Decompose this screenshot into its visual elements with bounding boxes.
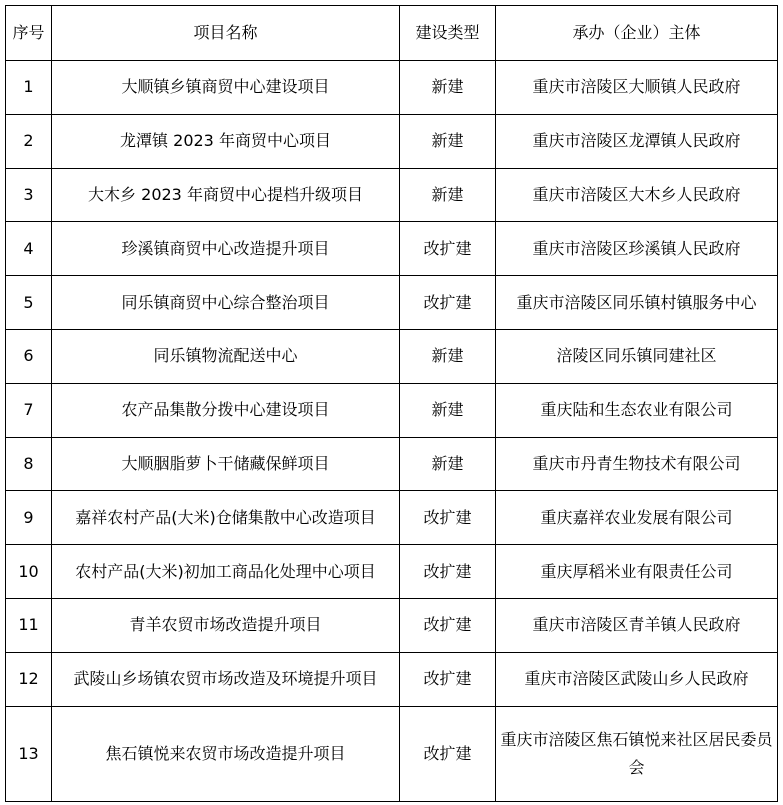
cell-type: 改扩建 [400, 706, 496, 801]
cell-name: 大顺镇乡镇商贸中心建设项目 [52, 61, 400, 115]
cell-owner: 重庆市涪陵区大顺镇人民政府 [496, 61, 778, 115]
cell-name: 龙潭镇 2023 年商贸中心项目 [52, 114, 400, 168]
table-row [6, 61, 778, 115]
cell-name: 农村产品(大米)初加工商品化处理中心项目 [52, 545, 400, 599]
cell-no: 12 [6, 652, 52, 706]
cell-type: 新建 [400, 168, 496, 222]
header-no: 序号 [6, 6, 52, 61]
cell-type: 改扩建 [400, 545, 496, 599]
cell-owner: 重庆市涪陵区青羊镇人民政府 [496, 598, 778, 652]
cell-no: 9 [6, 491, 52, 545]
cell-no: 13 [6, 706, 52, 801]
cell-type: 新建 [400, 114, 496, 168]
cell-no: 5 [6, 276, 52, 330]
cell-no: 3 [6, 168, 52, 222]
cell-name: 武陵山乡场镇农贸市场改造及环境提升项目 [52, 652, 400, 706]
cell-owner: 重庆市涪陵区珍溪镇人民政府 [496, 222, 778, 276]
cell-owner: 重庆市涪陵区武陵山乡人民政府 [496, 652, 778, 706]
project-table [5, 5, 778, 802]
cell-name: 青羊农贸市场改造提升项目 [52, 598, 400, 652]
table-row [6, 706, 778, 801]
cell-owner: 重庆陆和生态农业有限公司 [496, 383, 778, 437]
cell-type: 新建 [400, 61, 496, 115]
table-row [6, 276, 778, 330]
table-row [6, 545, 778, 599]
table-row [6, 491, 778, 545]
table-row [6, 652, 778, 706]
cell-name: 嘉祥农村产品(大米)仓储集散中心改造项目 [52, 491, 400, 545]
cell-type: 改扩建 [400, 598, 496, 652]
cell-no: 1 [6, 61, 52, 115]
cell-type: 改扩建 [400, 652, 496, 706]
cell-owner: 重庆市涪陵区同乐镇村镇服务中心 [496, 276, 778, 330]
header-row [6, 6, 778, 61]
cell-type: 新建 [400, 329, 496, 383]
cell-no: 4 [6, 222, 52, 276]
header-type: 建设类型 [400, 6, 496, 61]
cell-name: 珍溪镇商贸中心改造提升项目 [52, 222, 400, 276]
table-row [6, 222, 778, 276]
cell-owner: 重庆厚稻米业有限责任公司 [496, 545, 778, 599]
table-row [6, 437, 778, 491]
cell-name: 焦石镇悦来农贸市场改造提升项目 [52, 706, 400, 801]
cell-no: 11 [6, 598, 52, 652]
cell-type: 改扩建 [400, 276, 496, 330]
cell-type: 新建 [400, 383, 496, 437]
cell-owner: 重庆市涪陵区焦石镇悦来社区居民委员会 [496, 706, 778, 801]
cell-no: 2 [6, 114, 52, 168]
cell-no: 10 [6, 545, 52, 599]
cell-owner: 重庆嘉祥农业发展有限公司 [496, 491, 778, 545]
table-row [6, 383, 778, 437]
cell-owner: 重庆市涪陵区龙潭镇人民政府 [496, 114, 778, 168]
cell-owner: 重庆市丹青生物技术有限公司 [496, 437, 778, 491]
cell-name: 大顺胭脂萝卜干储藏保鲜项目 [52, 437, 400, 491]
cell-type: 新建 [400, 437, 496, 491]
cell-no: 8 [6, 437, 52, 491]
table-row [6, 329, 778, 383]
cell-owner: 重庆市涪陵区大木乡人民政府 [496, 168, 778, 222]
cell-name: 农产品集散分拨中心建设项目 [52, 383, 400, 437]
header-name: 项目名称 [52, 6, 400, 61]
cell-no: 6 [6, 329, 52, 383]
cell-no: 7 [6, 383, 52, 437]
cell-type: 改扩建 [400, 491, 496, 545]
cell-name: 同乐镇商贸中心综合整治项目 [52, 276, 400, 330]
table-row [6, 114, 778, 168]
table-row [6, 168, 778, 222]
header-owner: 承办（企业）主体 [496, 6, 778, 61]
cell-type: 改扩建 [400, 222, 496, 276]
table-row [6, 598, 778, 652]
cell-name: 大木乡 2023 年商贸中心提档升级项目 [52, 168, 400, 222]
cell-owner: 涪陵区同乐镇同建社区 [496, 329, 778, 383]
cell-name: 同乐镇物流配送中心 [52, 329, 400, 383]
